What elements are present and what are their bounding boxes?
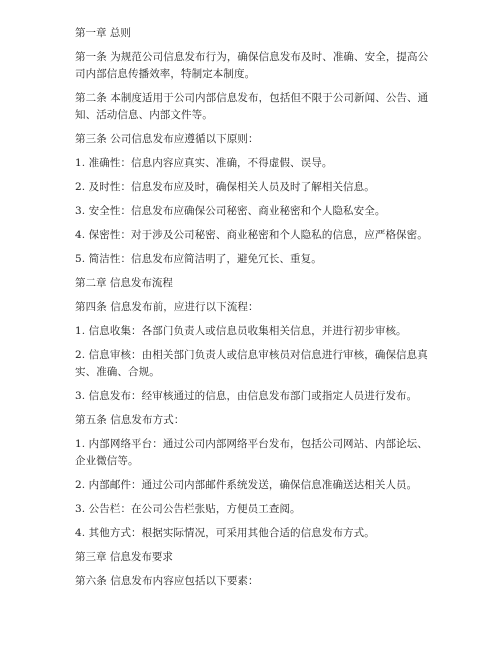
list-item: 3. 安全性：信息发布应确保公司秘密、商业秘密和个人隐私安全。 [75,205,386,217]
list-item: 3. 信息发布：经审核通过的信息，由信息发布部门或指定人员进行发布。 [75,390,418,402]
list-item: 2. 及时性：信息发布应及时，确保相关人员及时了解相关信息。 [75,181,375,193]
list-item: 5. 简洁性：信息发布应简洁明了，避免冗长、重复。 [75,253,322,265]
article-paragraph: 第二条 本制度适用于公司内部信息发布，包括但不限于公司新闻、公告、通知、活动信息、内部文件等。 [75,92,429,121]
chapter-heading: 第一章 总则 [75,27,131,39]
article-paragraph: 第一条 为规范公司信息发布行为，确保信息发布及时、准确、安全，提高公司内部信息传播效率，特制定本制度。 [75,51,429,80]
list-item: 1. 准确性：信息内容应真实、准确，不得虚假、误导。 [75,157,333,169]
list-item: 3. 公告栏：在公司公告栏张贴，方便员工查阅。 [75,503,301,515]
article-paragraph: 第三条 公司信息发布应遵循以下原则： [75,133,259,145]
document-body [75,25,435,597]
list-item: 1. 信息收集：各部门负责人或信息员收集相关信息，并进行初步审核。 [75,325,407,337]
article-paragraph: 第六条 信息发布内容应包括以下要素： [75,575,259,587]
chapter-heading: 第三章 信息发布要求 [75,551,173,563]
list-item: 2. 信息审核：由相关部门负责人或信息审核员对信息进行审核，确保信息真实、准确、合规。 [75,349,428,378]
article-paragraph: 第四条 信息发布前，应进行以下流程： [75,301,259,313]
article-paragraph: 第五条 信息发布方式： [75,414,185,426]
list-item: 1. 内部网络平台：通过公司内部网络平台发布，包括公司网站、内部论坛、企业微信等。 [75,438,428,467]
chapter-heading: 第二章 信息发布流程 [75,277,173,289]
list-item: 4. 保密性：对于涉及公司秘密、商业秘密和个人隐私的信息，应严格保密。 [75,229,428,241]
list-item: 4. 其他方式：根据实际情况，可采用其他合适的信息发布方式。 [75,527,375,539]
list-item: 2. 内部邮件：通过公司内部邮件系统发送，确保信息准确送达相关人员。 [75,479,418,491]
